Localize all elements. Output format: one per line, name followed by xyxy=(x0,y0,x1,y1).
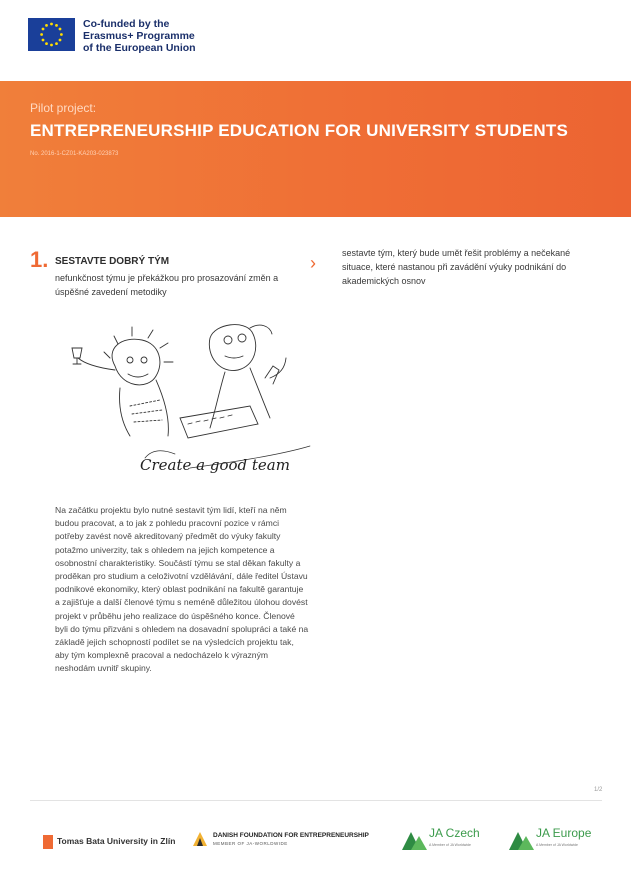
ja-czech-logo-name: JA Czech xyxy=(429,826,480,840)
team-sketch-illustration xyxy=(60,318,325,488)
dfe-logo-sub: MEMBER OF JA-WORLDWIDE xyxy=(213,841,288,846)
ja-europe-logo-icon xyxy=(509,828,535,850)
dfe-logo-name: DANISH FOUNDATION FOR ENTREPRENEURSHIP xyxy=(213,832,369,839)
project-number: No. 2016-1-CZ01-KA203-023873 xyxy=(30,151,119,157)
eu-flag-icon xyxy=(28,18,75,51)
tbu-logo-icon xyxy=(43,835,53,849)
banner-title: ENTREPRENEURSHIP EDUCATION FOR UNIVERSITY STUDENTS xyxy=(30,121,569,140)
eu-line: Erasmus+ Programme xyxy=(83,30,195,42)
page-number: 1/2 xyxy=(594,787,603,793)
banner-label: Pilot project: xyxy=(30,101,97,115)
section-intro: nefunkčnost týmu je překážkou pro prosazování změn a úspěšné zavedení metodiky xyxy=(55,273,279,297)
ja-europe-logo-name: JA Europe xyxy=(536,826,592,840)
ja-czech-logo-sub: A Member of JA Worldwide xyxy=(429,843,471,847)
section-number: 1. xyxy=(30,247,49,272)
ja-europe-logo-sub: A Member of JA Worldwide xyxy=(536,843,578,847)
eu-cofunded-text xyxy=(83,18,196,54)
eu-line: of the European Union xyxy=(83,42,196,54)
footer-divider xyxy=(30,800,602,801)
dfe-logo-icon xyxy=(193,832,207,846)
section-right-text: sestavte tým, který bude umět řešit problémy a nečekané situace, které nastanou při zavádění výuky podnikání do akademických osnov xyxy=(342,248,571,286)
body-paragraph: Na začátku projektu bylo nutné sestavit tým lidí, kteří na něm budou pracovat, a to jak z pohledu pracovní pozice v rámci potřeby zavést nově akreditovaný předmět do výuky fakulty potažmo univerzity, tak s ohledem na jejich kompetence a osobnostní charakteristiky. Součástí týmu se stal děkan fakulty a proděkan pro studium a celoživotní vzdělávání, dále ředitel Ústavu podnikové ekonomiky, který oblast podnikání na fakultě garantuje a zajišťuje a další členové týmu s neméně důležitou úlohou dovést projekt v průběhu jeho realizace do úspěšného konce. Členové byli do týmu přizváni s ohledem na dosavadní spolupráci a také na základě jejich schopností podílet se na výsledcích projektu tak, aby tým komplexně pracoval a nedocházelo k výrazným neshodám uvnitř skupiny. xyxy=(55,505,309,674)
chevron-right-icon: › xyxy=(310,253,316,273)
tbu-logo-text: Tomas Bata University in Zlín xyxy=(57,836,176,846)
eu-line: Co-funded by the xyxy=(83,18,170,30)
section-title: SESTAVTE DOBRÝ TÝM xyxy=(55,256,170,267)
ja-czech-logo-icon xyxy=(402,828,428,850)
illustration-caption: Create a good team xyxy=(140,456,290,474)
